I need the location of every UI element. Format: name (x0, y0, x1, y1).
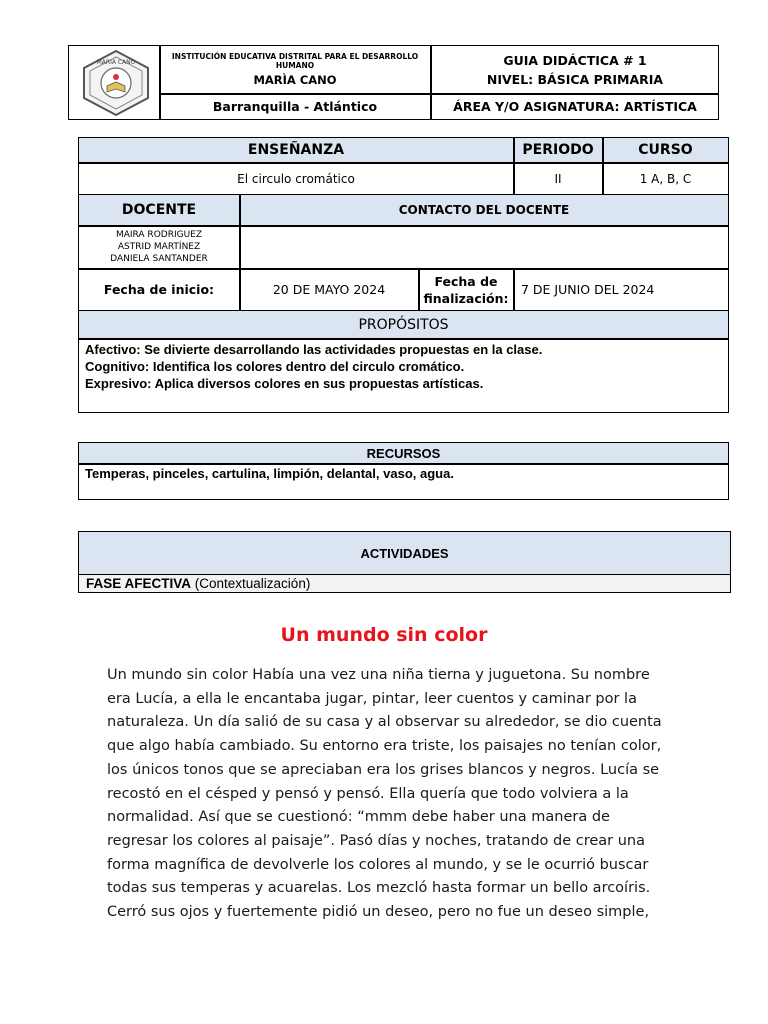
fin-label: Fecha de finalización: (423, 273, 509, 306)
actividades-header: ACTIVIDADES (79, 532, 730, 574)
story-line: normalidad. Así que se cuestionó: “mmm debe haber una manera de (107, 809, 610, 826)
logo-text: MARIA CANO (96, 59, 136, 66)
story-line: Cerró sus ojos y fuertemente pidió un deseo, pero no fue un deseo simple, (107, 904, 650, 921)
story-body (107, 664, 667, 925)
story-line: regresar los colores al paisaje”. Pasó días y noches, tratando de crear una (107, 832, 646, 849)
area-subject: ÁREA Y/O ASIGNATURA: ARTÍSTICA (453, 99, 697, 114)
guide-info: GUIA DIDÁCTICA # 1 NIVEL: BÁSICA PRIMARIA (486, 52, 664, 87)
curso-header: CURSO (603, 138, 728, 162)
proposito-afectivo: Afectivo: Se divierte desarrollando las actividades propuestas en la clase. (85, 342, 543, 357)
propositos-list (85, 341, 725, 392)
institution-name: INSTITUCIÓN EDUCATIVA DISTRITAL PARA EL DESARROLLO HUMANO MARÌA CANO (171, 52, 419, 87)
fase-afectiva: FASE AFECTIVA (Contextualización) (86, 576, 311, 591)
inicio-value: 20 DE MAYO 2024 (272, 282, 386, 297)
story-line: naturaleza. Un día salió de su casa y al observar su alrededor, se dio cuenta (107, 714, 662, 731)
fin-value: 7 DE JUNIO DEL 2024 (521, 282, 655, 297)
story-line: recostó en el césped y pensó y pensó. Ella quería que todo volviera a la (107, 785, 629, 802)
ensenanza-header: ENSEÑANZA (79, 138, 513, 162)
story-line: Un mundo sin color Había una vez una niña tierna y juguetona. Su nombre (107, 667, 650, 683)
curso-value: 1 A, B, C (639, 171, 692, 186)
school-logo (78, 48, 154, 118)
recursos-header: RECURSOS (79, 443, 728, 463)
propositos-header: PROPÓSITOS (79, 311, 728, 338)
recursos-value: Temperas, pinceles, cartulina, limpión, delantal, vaso, agua. (85, 466, 454, 481)
periodo-value: II (554, 171, 562, 186)
docente-header: DOCENTE (79, 195, 239, 225)
story-line: todas sus temperas y acuarelas. Los mezcló hasta formar un bello arcoíris. (107, 880, 651, 897)
contacto-header: CONTACTO DEL DOCENTE (240, 195, 728, 225)
story-line: los únicos tonos que se apreciaban era los grises blancos y negros. Lucía se (107, 761, 660, 778)
story-line: que algo había cambiado. Su entorno era triste, los paisajes no tenían color, (107, 738, 662, 755)
proposito-expresivo: Expresivo: Aplica diversos colores en sus propuestas artísticas. (85, 376, 484, 391)
inicio-label: Fecha de inicio: (103, 282, 215, 297)
city: Barranquilla - Atlántico (212, 99, 378, 114)
story-line: era Lucía, a ella le encantaba jugar, pintar, leer cuentos y caminar por la (107, 690, 637, 707)
ensenanza-value: El circulo cromático (237, 171, 355, 186)
story-title: Un mundo sin color (280, 624, 488, 646)
periodo-header: PERIODO (514, 138, 602, 162)
docentes-list: MAIRA RODRIGUEZ ASTRID MARTÍNEZ DANIELA SANTANDER (110, 230, 208, 264)
proposito-cognitivo: Cognitivo: Identifica los colores dentro del circulo cromático. (85, 359, 465, 374)
story-line: forma magnífica de devolverle los colores al mundo, y se le ocurrió buscar (107, 856, 649, 873)
